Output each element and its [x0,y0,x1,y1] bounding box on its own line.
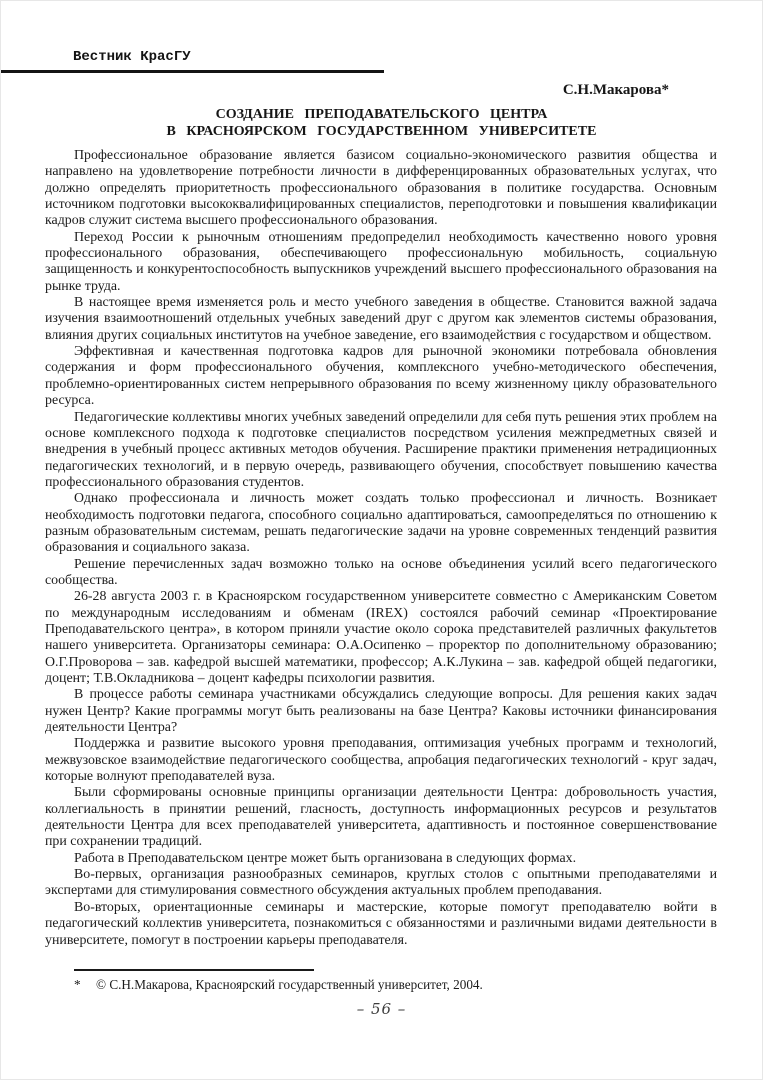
footnote [74,977,483,993]
paragraph: Переход России к рыночным отношениям предопределил необходимость качественно нового уровня профессионального образования, обеспечивающего профессиональную мобильность, социальную защищенность и конкурентоспособность выпускников учреждений высшего профессионального образования на рынке труда. [45,229,717,294]
journal-name: Вестник КрасГУ [73,49,191,65]
header-rule [1,70,384,73]
footnote-marker: * [74,977,81,992]
paragraph: Педагогические коллективы многих учебных заведений определили для себя путь решения этих проблем на основе комплексного подхода к подготовке специалистов посредством усиления межпредметных связей и внедрения в учебный процесс активных методов обучения. Расширение практики применения нетрадиционных педагогических технологий, и в первую очередь, развивающего обучения, способствует повышению качества профессионального образования студентов. [45,409,717,490]
article-title-line-2: В КРАСНОЯРСКОМ ГОСУДАРСТВЕННОМ УНИВЕРСИТЕТЕ [166,123,597,139]
paragraph: Профессиональное образование является базисом социально-экономического развития общества и направлено на удовлетворение потребности личности в дифференцированных образовательных услугах, что должно определять приоритетность профессионального образования в политике государства. Основным источником подготовки высококвалифицированных специалистов, переподготовки и повышения квалификации кадров служит система высшего профессионального образования. [45,148,717,229]
article-title [1,107,762,140]
paragraph: Были сформированы основные принципы организации деятельности Центра: добровольность участия, коллегиальность в принятии решений, гласность, доступность информационных ресурсов и результатов деятельности Центра для всех преподавателей университета, адаптивность и постоянное совершенствование при сохранении традиций. [45,785,717,850]
paragraph: В процессе работы семинара участниками обсуждались следующие вопросы. Для решения каких задач нужен Центр? Какие программы могут быть реализованы на базе Центра? Каковы источники финансирования деятельности Центра? [45,687,717,736]
article-title-line-1: СОЗДАНИЕ ПРЕПОДАВАТЕЛЬСКОГО ЦЕНТРА [215,107,548,122]
paragraph: Эффективная и качественная подготовка кадров для рыночной экономики потребовала обновления содержания и форм профессионального обучения, комплексного учебно-методического обеспечения, проблемно-ориентированных систем непрерывного образования по всему жизненному циклу образовательного ресурса. [45,344,717,409]
article-body [45,148,717,949]
author-line: С.Н.Макарова* [562,82,669,98]
footnote-rule [74,969,314,971]
page-number: – 56 – [356,1000,407,1018]
footnote-text: © С.Н.Макарова, Красноярский государственный университет, 2004. [96,977,483,992]
paragraph: Однако профессионала и личность может создать только профессионал и личность. Возникает необходимость подготовки педагога, способного социально адаптироваться, самоопределяться по отношению к разным образовательным системам, решать педагогические задачи на уровне современных тенденций развития образования и социального заказа. [45,491,717,556]
paragraph: 26-28 августа 2003 г. в Красноярском государственном университете совместно с Американским Советом по международным исследованиям и обменам (IREX) состоялся рабочий семинар «Проектирование Преподавательского центра», в котором приняли участие около сорока представителей различных факультетов нашего университета. Организаторы семинара: О.А.Осипенко – проректор по дополнительному образованию; О.Г.Проворова – зав. кафедрой высшей математики, профессор; А.К.Лукина – зав. кафедрой общей педагогики, доцент; Т.В.Окладникова – доцент кафедры психологии развития. [45,589,717,686]
paragraph: Во-вторых, ориентационные семинары и мастерские, которые помогут преподавателю войти в педагогический коллектив университета, познакомиться с обязанностями и различными видами деятельности в университете, помогут в построении карьеры преподавателя. [45,899,717,948]
paragraph: Решение перечисленных задач возможно только на основе объединения усилий всего педагогического сообщества. [45,556,717,588]
paragraph: Работа в Преподавательском центре может быть организована в следующих формах. [74,850,577,866]
paragraph: Поддержка и развитие высокого уровня преподавания, оптимизация учебных программ и технологий, межвузовское взаимодействие педагогического сообщества, апробация педагогических технологий - круг задач, которые волнуют преподавателей вуза. [45,736,717,785]
paragraph: В настоящее время изменяется роль и место учебного заведения в обществе. Становится важной задача изучения взаимоотношений отдельных учебных заведений друг с другом как элементов системы образования, влияния других социальных институтов на учебное заведение, его взаимодействия с государством и обществом. [45,295,717,343]
paragraph: Во-первых, организация разнообразных семинаров, круглых столов с опытными преподавателями и экспертами для стимулирования совместного обсуждения актуальных проблем преподавания. [45,867,717,899]
